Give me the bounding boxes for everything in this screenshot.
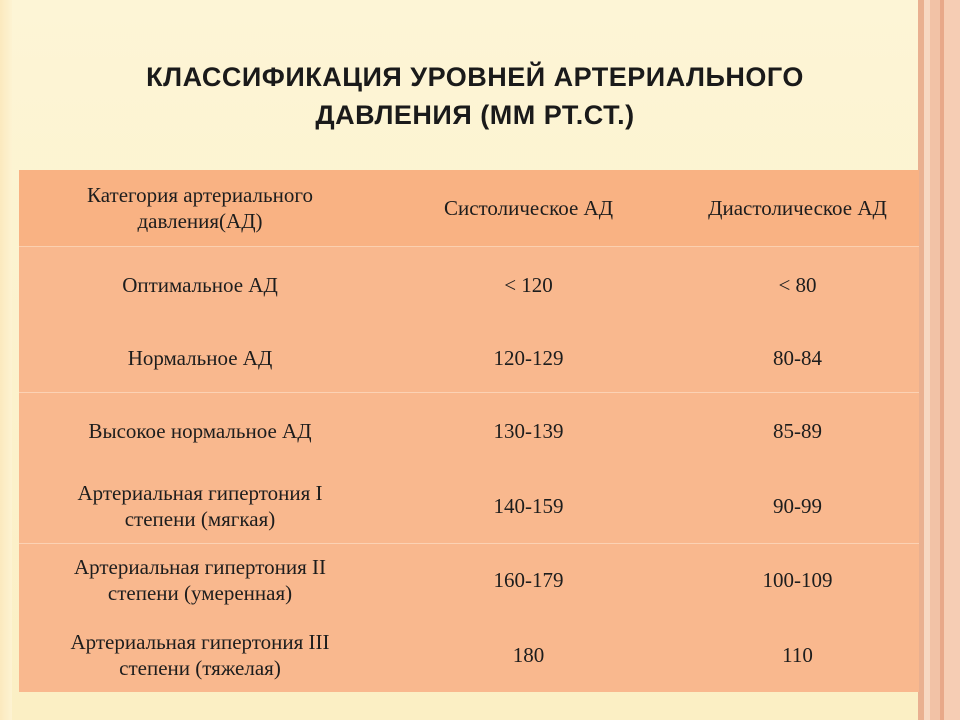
diastolic-cell: 100-109 [762,568,833,593]
systolic-cell: 130-139 [493,419,564,444]
category-line-2: степени (тяжелая) [119,655,281,680]
table-header-row [19,170,919,246]
slide-title [60,58,890,134]
table-row [19,392,919,470]
diastolic-cell: 85-89 [773,419,822,444]
header-diastolic: Диастолическое АД [676,170,919,246]
diastolic-cell: 80-84 [676,324,919,392]
category-cell: Высокое нормальное АД [88,419,312,444]
bp-table [19,170,919,692]
category-cell: Оптимальное АД [122,273,278,298]
category-line-2: степени (мягкая) [124,507,276,532]
category-cell [19,543,381,617]
category-line-1: Артериальная гипертония I [77,481,323,506]
category-cell [19,617,381,692]
systolic-cell: 160-179 [493,568,564,593]
header-category [19,170,381,246]
decor-band [944,0,960,720]
right-decor-border [918,0,960,720]
diastolic-cell: 110 [782,642,813,667]
left-decor-stripe [0,0,12,720]
systolic-cell: 180 [512,642,545,667]
header-category-line-2: давления(АД) [137,208,263,233]
category-cell: Нормальное АД [19,324,381,392]
category-line-1: Артериальная гипертония III [70,629,330,654]
header-systolic: Систолическое АД [381,170,676,246]
systolic-cell: 140-159 [381,470,676,543]
classification-table [19,170,919,692]
systolic-cell: < 120 [504,273,553,298]
diastolic-cell: < 80 [778,273,817,298]
category-line-2: степени (умеренная) [107,581,293,606]
slide-title-line-2: ДАВЛЕНИЯ (ММ РТ.СТ.) [315,100,635,130]
header-category-line-1: Категория артериального [87,182,313,207]
category-line-1: Артериальная гипертония II [73,555,327,580]
table-row [19,246,919,324]
table-row [19,470,919,543]
systolic-cell: 120-129 [381,324,676,392]
decor-band [930,0,940,720]
table-row [19,324,919,392]
table-row [19,617,919,692]
slide-title-line-1: КЛАССИФИКАЦИЯ УРОВНЕЙ АРТЕРИАЛЬНОГО [146,62,804,92]
diastolic-cell: 90-99 [676,470,919,543]
category-cell [19,470,381,543]
table-row [19,543,919,617]
